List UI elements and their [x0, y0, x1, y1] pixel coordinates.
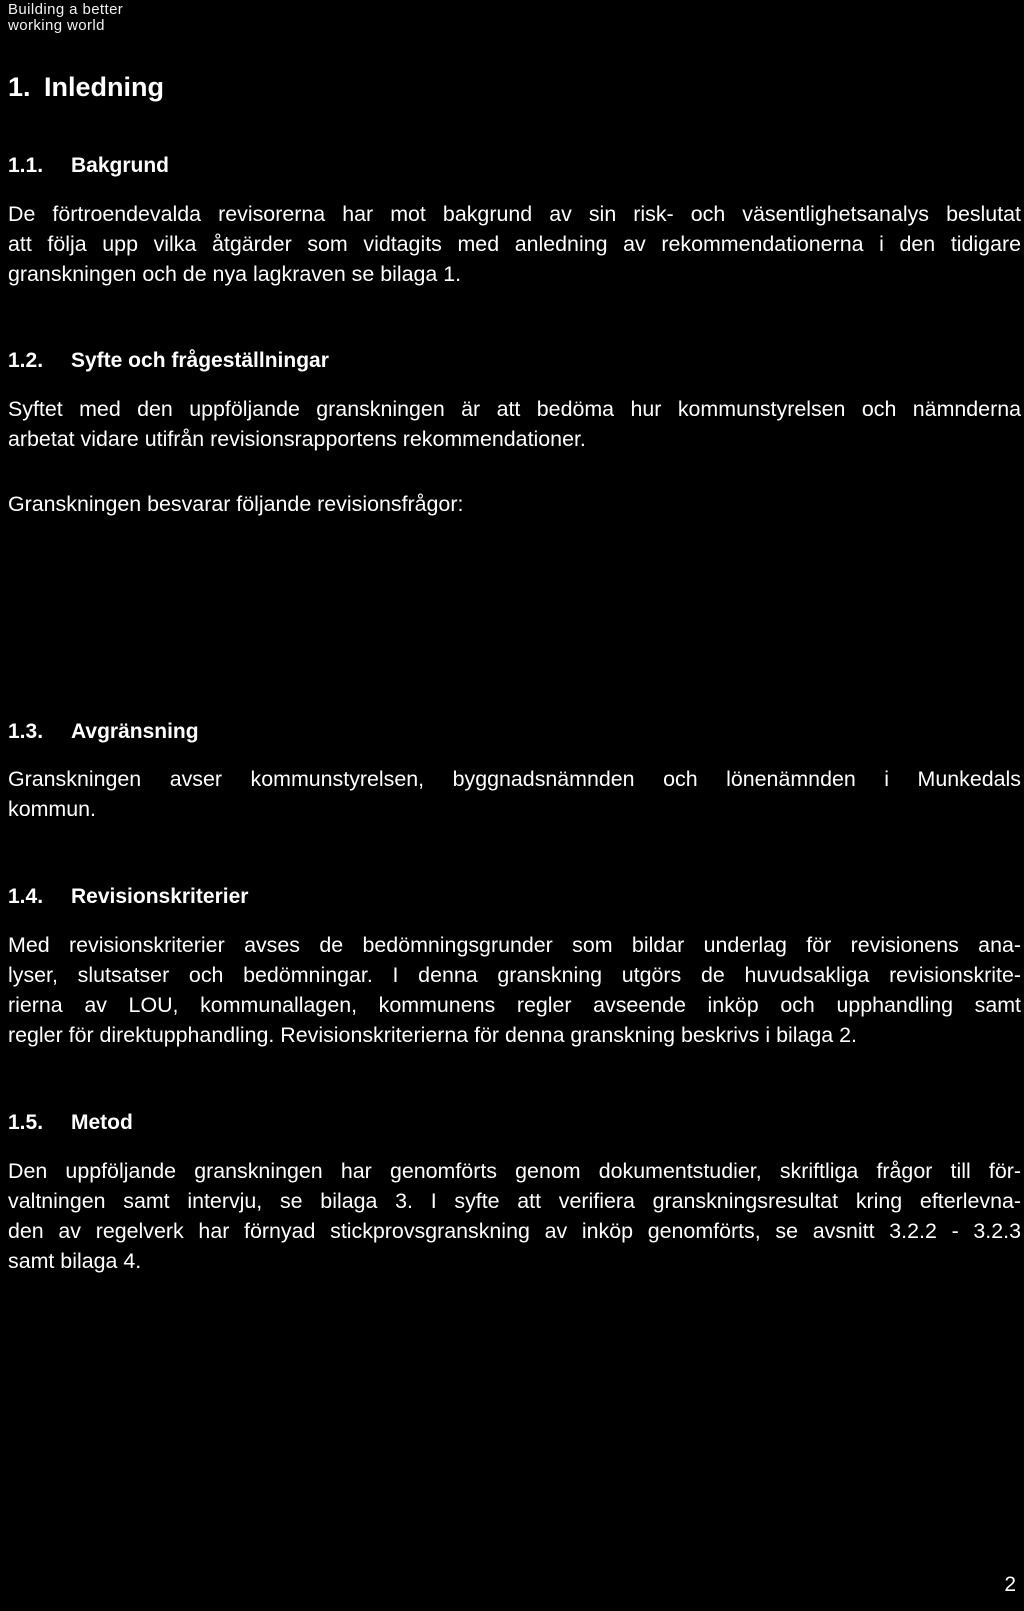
section-heading-revisionskriterier [8, 884, 248, 910]
text-line: Granskningen besvarar följande revisionsfrågor: [8, 492, 464, 516]
chapter-number: 1. [8, 72, 31, 102]
section-number: 1.1. [8, 154, 44, 177]
brand-tagline [8, 2, 123, 34]
text-line: regler för direktupphandling. Revisionskriterierna för denna granskning beskrivs i bilaga 2. [8, 1023, 857, 1047]
section-number: 1.2. [8, 349, 44, 372]
paragraph-avgransning [8, 764, 1021, 824]
section-title: Syfte och frågeställningar [71, 349, 329, 372]
text-line: den av regelverk har förnyad stickprovsgranskning av inköp genomförts, se avsnitt 3.2.2 - 3.2.3 [8, 1219, 1021, 1243]
text-line: valtningen samt intervju, se bilaga 3. I syfte att verifiera granskningsresultat kring efterlevna- [8, 1189, 1021, 1213]
text-line: Granskningen avser kommunstyrelsen, byggnadsnämnden och lönenämnden i Munkedals [8, 767, 1021, 791]
text-line: att följa upp vilka åtgärder som vidtagits med anledning av rekommendationerna i den tidigare [8, 232, 1021, 256]
section-heading-metod [8, 1110, 133, 1136]
text-line: Syftet med den uppföljande granskningen är att bedöma hur kommunstyrelsen och nämnderna [8, 397, 1021, 421]
tagline-line: working world [8, 17, 105, 34]
text-line: rierna av LOU, kommunallagen, kommunens regler avseende inköp och upphandling samt [8, 993, 1021, 1017]
section-title: Avgränsning [71, 720, 199, 743]
paragraph-metod [8, 1156, 1021, 1276]
chapter-heading [8, 70, 164, 104]
text-line: samt bilaga 4. [8, 1249, 142, 1273]
section-number: 1.3. [8, 720, 44, 743]
text-line: lyser, slutsatser och bedömningar. I denna granskning utgörs de huvudsakliga revisionskrite- [8, 963, 1021, 987]
section-heading-syfte [8, 348, 329, 374]
text-line: granskningen och de nya lagkraven se bilaga 1. [8, 262, 462, 286]
text-line: arbetat vidare utifrån revisionsrapportens rekommendationer. [8, 427, 586, 451]
paragraph-bakgrund [8, 199, 1021, 289]
paragraph-revisionskriterier [8, 930, 1021, 1050]
text-line: kommun. [8, 797, 96, 821]
section-number: 1.5. [8, 1111, 44, 1134]
section-title: Metod [71, 1111, 133, 1134]
section-title: Bakgrund [71, 154, 170, 177]
section-title: Revisionskriterier [71, 885, 249, 908]
section-heading-bakgrund [8, 153, 169, 179]
paragraph-revisionsfragor [8, 489, 1021, 519]
text-line: Med revisionskriterier avses de bedömningsgrunder som bildar underlag för revisionens ana- [8, 933, 1021, 957]
page-number: 2 [1004, 1573, 1016, 1596]
section-heading-avgransning [8, 719, 199, 745]
text-line: Den uppföljande granskningen har genomförts genom dokumentstudier, skriftliga frågor till för- [8, 1159, 1021, 1183]
section-number: 1.4. [8, 885, 44, 908]
paragraph-syfte [8, 394, 1021, 454]
chapter-title: Inledning [44, 72, 164, 102]
tagline-line: Building a better [8, 1, 124, 18]
text-line: De förtroendevalda revisorerna har mot bakgrund av sin risk- och väsentlighetsanalys beslutat [8, 202, 1021, 226]
